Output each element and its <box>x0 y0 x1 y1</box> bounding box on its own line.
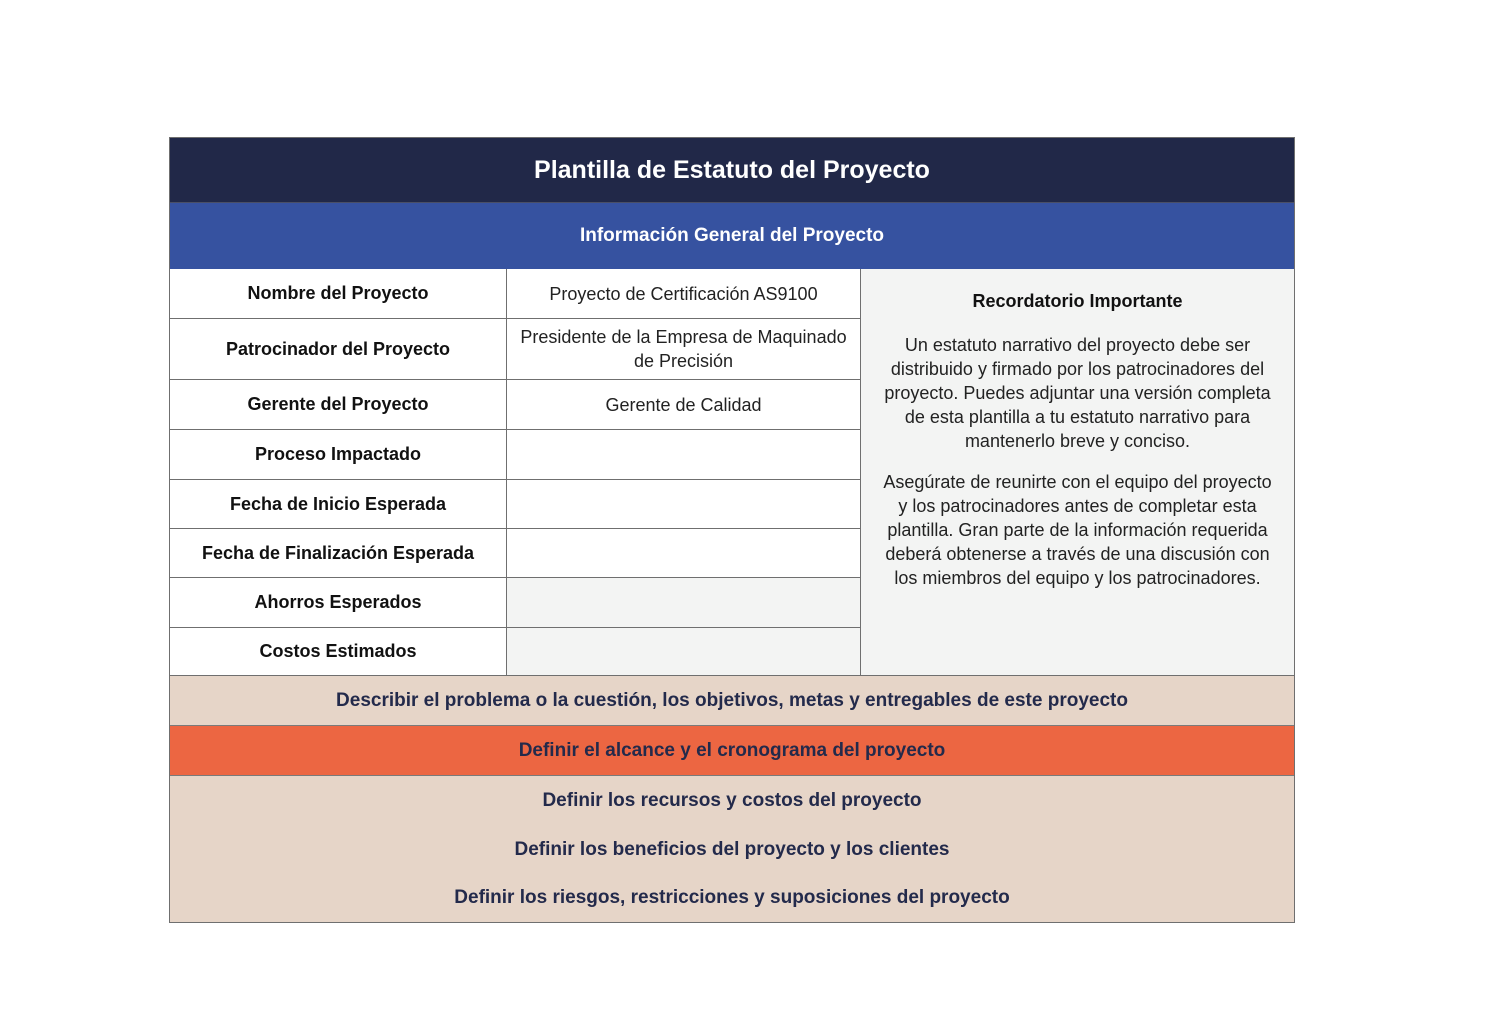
reminder-paragraph-1: Un estatuto narrativo del proyecto debe ser distribuido y firmado por los patrocinadores del proyecto. Puedes adjuntar una versión completa de esta plantilla a tu estatuto narrativo para mantenerlo breve y conciso. <box>884 335 1271 451</box>
reminder-paragraph-2: Asegúrate de reunirte con el equipo del proyecto y los patrocinadores antes de completar esta plantilla. Gran parte de la información requerida deberá obtenerse a través de una discusión con los miembros del equipo y los patrocinadores. <box>883 472 1272 588</box>
section-scope-schedule[interactable]: Definir el alcance y el cronograma del proyecto <box>170 726 1294 776</box>
row-value-impacted-process[interactable] <box>507 430 861 480</box>
row-value-expected-start-date[interactable] <box>507 480 861 529</box>
general-info-header: Información General del Proyecto <box>170 203 1294 269</box>
row-value-expected-savings[interactable] <box>507 578 861 628</box>
row-label-expected-start-date: Fecha de Inicio Esperada <box>170 480 507 529</box>
row-value-project-manager[interactable]: Gerente de Calidad <box>507 380 861 430</box>
section-resources-costs[interactable]: Definir los recursos y costos del proyecto <box>170 776 1294 826</box>
row-label-impacted-process: Proceso Impactado <box>170 430 507 480</box>
row-label-expected-savings: Ahorros Esperados <box>170 578 507 628</box>
section-benefits-clients[interactable]: Definir los beneficios del proyecto y los clientes <box>170 825 1294 875</box>
row-label-project-name: Nombre del Proyecto <box>170 269 507 319</box>
important-reminder-panel <box>861 269 1294 676</box>
reminder-title: Recordatorio Importante <box>972 291 1183 311</box>
row-label-expected-end-date: Fecha de Finalización Esperada <box>170 529 507 578</box>
row-label-estimated-costs: Costos Estimados <box>170 628 507 676</box>
row-value-estimated-costs[interactable] <box>507 628 861 676</box>
row-label-project-sponsor: Patrocinador del Proyecto <box>170 319 507 380</box>
row-value-project-name[interactable]: Proyecto de Certificación AS9100 <box>507 269 861 319</box>
row-label-project-manager: Gerente del Proyecto <box>170 380 507 430</box>
project-charter-table <box>169 137 1295 923</box>
row-value-expected-end-date[interactable] <box>507 529 861 578</box>
charter-title: Plantilla de Estatuto del Proyecto <box>170 138 1294 203</box>
section-problem-objectives[interactable]: Describir el problema o la cuestión, los objetivos, metas y entregables de este proyecto <box>170 676 1294 726</box>
row-value-project-sponsor[interactable]: Presidente de la Empresa de Maquinado de Precisión <box>507 319 861 380</box>
section-risks-constraints[interactable]: Definir los riesgos, restricciones y suposiciones del proyecto <box>170 874 1294 922</box>
